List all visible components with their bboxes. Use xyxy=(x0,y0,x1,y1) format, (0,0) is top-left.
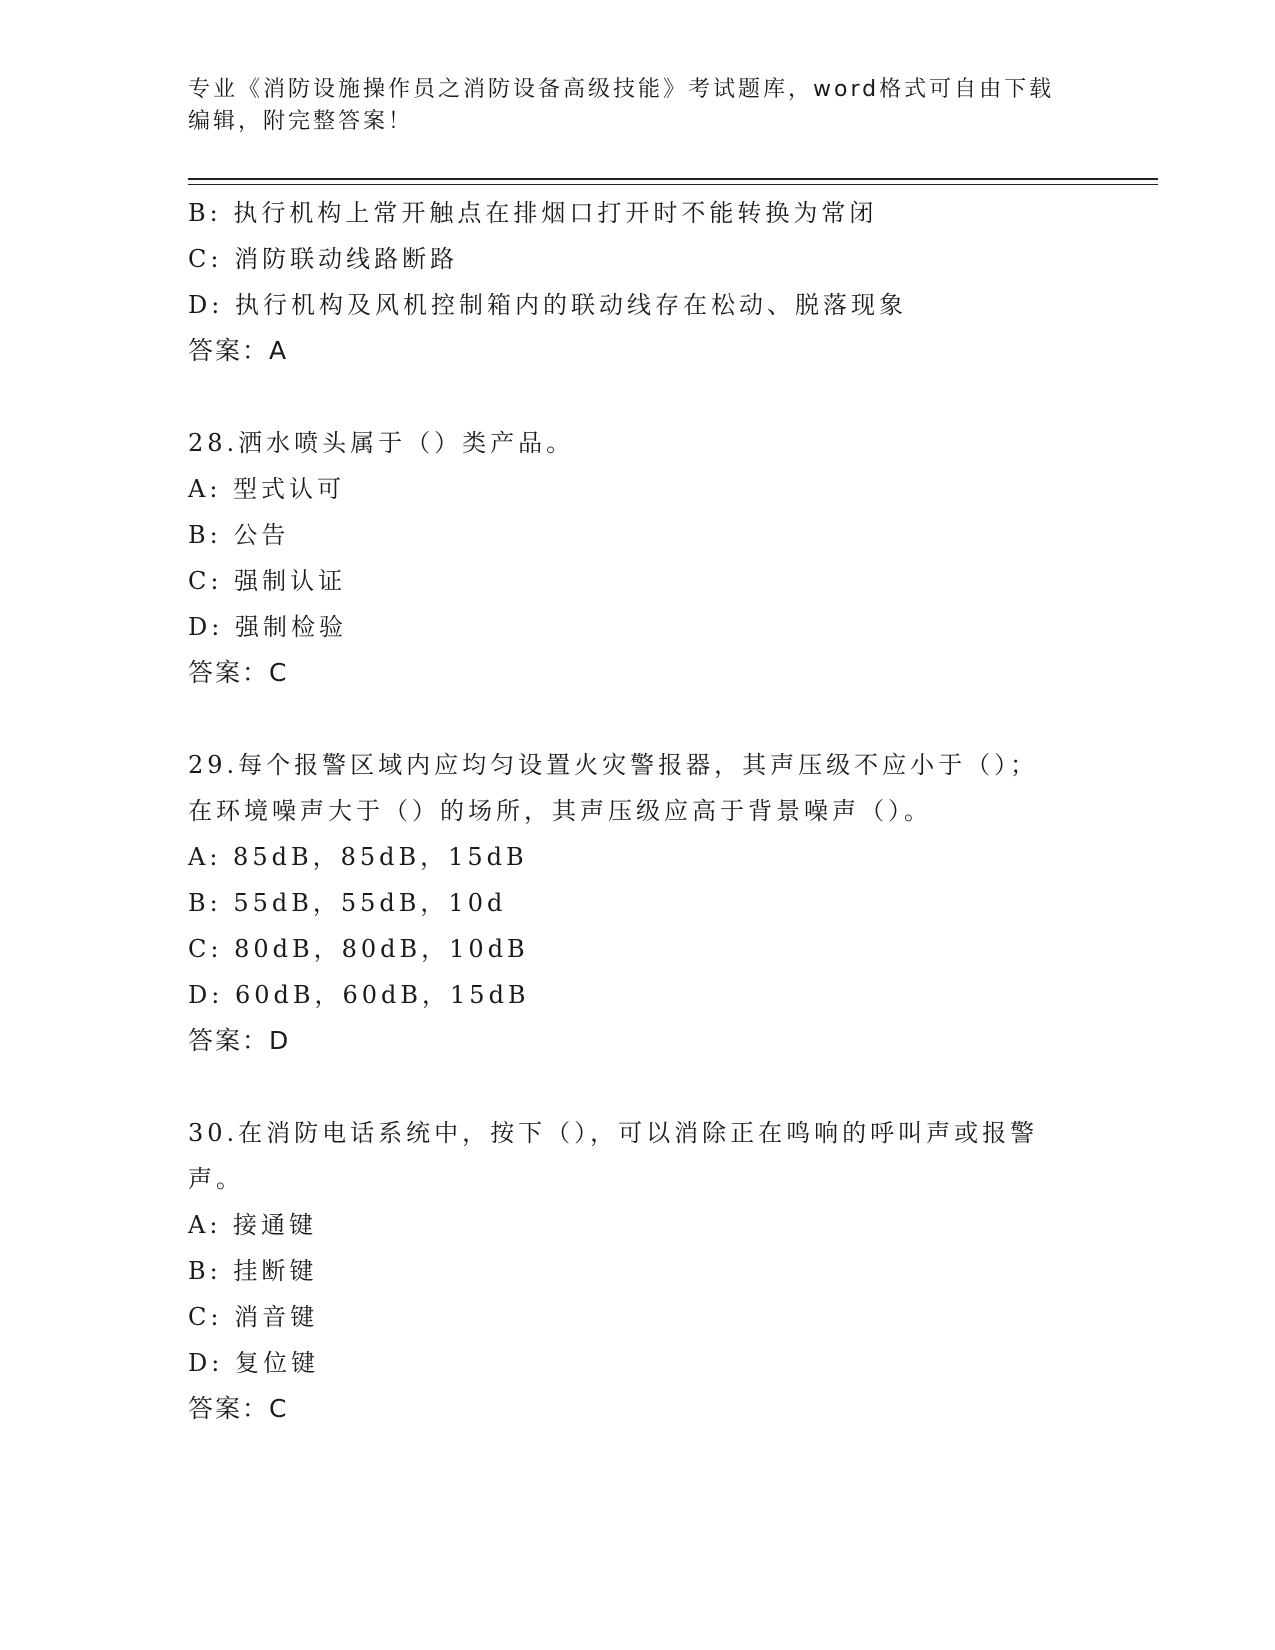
option-c: C: 80dB，80dB，10dB xyxy=(188,935,529,963)
answer-line: 答案：A xyxy=(188,336,289,365)
question-28 xyxy=(188,420,1088,696)
option-c: C: 强制认证 xyxy=(188,567,347,595)
answer-line: 答案：D xyxy=(188,1026,291,1055)
option-c: C: 消防联动线路断路 xyxy=(188,245,459,273)
answer-line: 答案：C xyxy=(188,1394,289,1423)
question-stem-line-1: 29.每个报警区域内应均匀设置火灾警报器，其声压级不应小于（）； xyxy=(188,751,1039,779)
option-d: D: 复位键 xyxy=(188,1349,319,1377)
spacer xyxy=(188,1064,1088,1110)
question-stem-line-2: 在环境噪声大于（）的场所，其声压级应高于背景噪声（）。 xyxy=(188,797,932,825)
option-a: A: 接通键 xyxy=(188,1211,318,1239)
option-d: D: 执行机构及风机控制箱内的联动线存在松动、脱落现象 xyxy=(188,291,907,319)
answer-line: 答案：C xyxy=(188,658,289,687)
option-d: D: 强制检验 xyxy=(188,613,347,641)
option-b: B: 挂断键 xyxy=(188,1257,318,1285)
spacer xyxy=(188,374,1088,420)
option-a: A: 85dB，85dB，15dB xyxy=(188,843,528,871)
header-divider-thin xyxy=(188,184,1158,185)
question-content xyxy=(188,190,1088,1432)
header-note: 专业《消防设施操作员之消防设备高级技能》考试题库，word格式可自由下载编辑，附完整答案！ xyxy=(188,77,1055,134)
question-stem: 28.洒水喷头属于（）类产品。 xyxy=(188,429,575,457)
option-a: A: 型式认可 xyxy=(188,475,346,503)
option-c: C: 消音键 xyxy=(188,1303,319,1331)
option-b: B: 公告 xyxy=(188,521,290,549)
option-b: B: 55dB，55dB，10d xyxy=(188,889,507,917)
question-30 xyxy=(188,1110,1088,1432)
question-stem-line-1: 30.在消防电话系统中，按下（），可以消除正在鸣响的呼叫声或报警 xyxy=(188,1119,1039,1147)
option-b: B: 执行机构上常开触点在排烟口打开时不能转换为常闭 xyxy=(188,199,878,227)
previous-question-block xyxy=(188,190,1088,374)
question-29 xyxy=(188,742,1088,1064)
option-d: D: 60dB，60dB，15dB xyxy=(188,981,530,1009)
spacer xyxy=(188,696,1088,742)
question-stem-line-2: 声。 xyxy=(188,1165,244,1193)
header-divider xyxy=(188,178,1158,180)
